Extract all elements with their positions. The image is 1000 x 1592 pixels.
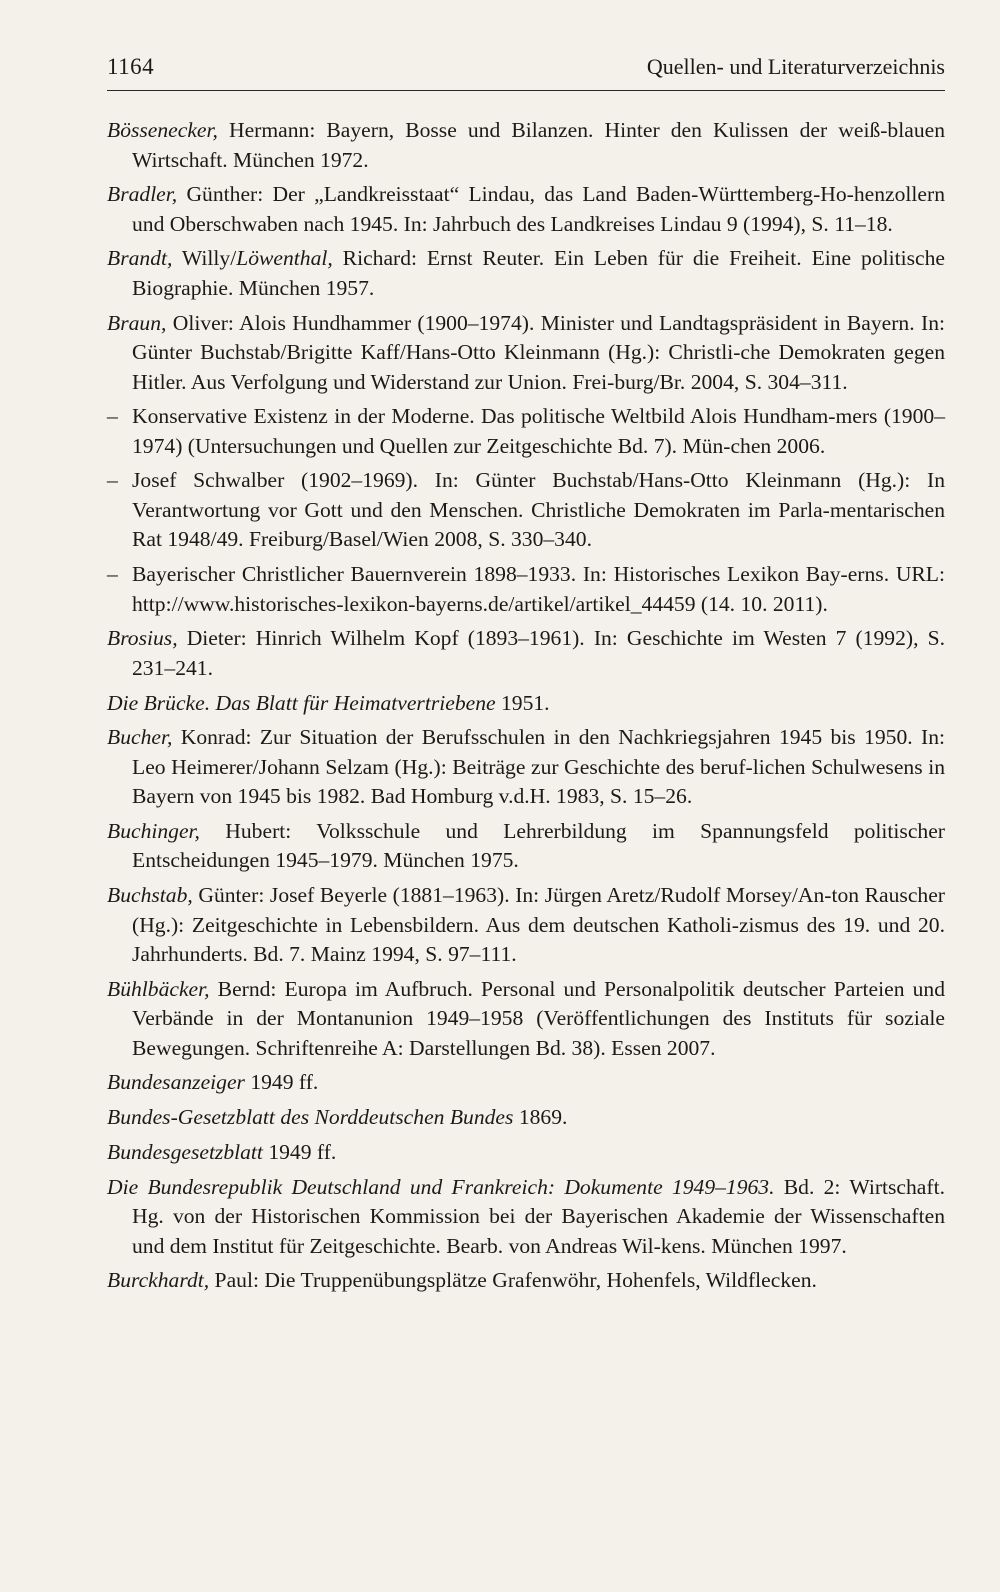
entry-text: Hubert: Volksschule und Lehrerbildung im Spannungsfeld politischer Entscheidungen 1945–1979. München 1975. [132, 818, 945, 873]
entry-dash: – [107, 562, 118, 587]
bibliography-entry [107, 1173, 945, 1262]
entry-text: Willy/ [172, 246, 237, 271]
entry-title: Bundes-Gesetzblatt des Norddeutschen Bundes [107, 1105, 514, 1130]
entry-text: Josef Schwalber (1902–1969). In: Günter Buchstab/Hans-Otto Kleinmann (Hg.): In Verantwortung vor Gott und den Menschen. Christliche Demokraten im Parla-mentarischen Rat 1948/49. Freiburg/Basel/Wien 2008, S. 330–340. [132, 468, 945, 552]
entry-text: Hermann: Bayern, Bosse und Bilanzen. Hinter den Kulissen der weiß-blauen Wirtschaft. München 1972. [132, 118, 945, 172]
bibliography-entry [107, 881, 945, 970]
bibliography-entry [107, 723, 945, 812]
entry-dash: – [107, 468, 118, 493]
bibliography-list [107, 116, 945, 1301]
bibliography-entry-continuation [107, 466, 945, 555]
running-head: Quellen- und Literaturverzeichnis [646, 54, 945, 79]
entry-text: Bd. 2: Wirtschaft. Hg. von der Historischen Kommission bei der Bayerischen Akademie der Wissenschaften und dem Institut für Zeitgeschichte. Bearb. von Andreas Wil-kens. München 1997. [132, 1174, 945, 1258]
entry-text: Oliver: Alois Hundhammer (1900–1974). Minister und Landtagspräsident in Bayern. In: Günter Buchstab/Brigitte Kaff/Hans-Otto Kleinmann (Hg.): Christli-che Demokraten gegen Hitler. Aus Verfolgung und Widerstand zur Union. Frei-burg/Br. 2004, S. 304–311. [132, 310, 945, 394]
entry-text: 1951. [495, 690, 550, 715]
bibliography-entry-continuation [107, 560, 945, 619]
entry-author: Burckhardt, [107, 1268, 210, 1293]
entry-title: Die Brücke. Das Blatt für Heimatvertriebene [107, 690, 496, 715]
entry-text: Bayerischer Christlicher Bauernverein 1898–1933. In: Historisches Lexikon Bay-erns. URL: http://www.historisches-lexikon-bayerns.de/artikel/artikel_44459 (14. 10. 2011). [132, 562, 945, 616]
entry-dash: – [107, 404, 118, 429]
bibliography-entry [107, 689, 945, 719]
entry-author: Löwenthal, [236, 246, 333, 271]
entry-text: 1949 ff. [244, 1070, 319, 1095]
entry-author: Buchinger, [107, 818, 200, 843]
entry-author: Bühlbäcker, [107, 976, 210, 1001]
bibliography-entry [107, 180, 945, 239]
bibliography-entry [107, 1138, 945, 1168]
entry-title: Bundesanzeiger [107, 1070, 245, 1095]
entry-text: Dieter: Hinrich Wilhelm Kopf (1893–1961). In: Geschichte im Westen 7 (1992), S. 231–241. [132, 626, 945, 680]
entry-author: Brosius, [107, 626, 178, 651]
entry-author: Braun, [107, 310, 167, 335]
entry-text: Richard: Ernst Reuter. Ein Leben für die Freiheit. Eine politische Biographie. München 1957. [132, 246, 945, 300]
bibliography-entry [107, 975, 945, 1064]
entry-author: Bradler, [107, 182, 178, 207]
entry-author: Bucher, [107, 725, 173, 750]
page-number: 1164 [107, 54, 155, 79]
entry-text: Konrad: Zur Situation der Berufsschulen in den Nachkriegsjahren 1945 bis 1950. In: Leo Heimerer/Johann Selzam (Hg.): Beiträge zur Geschichte des beruf-lichen Schulwesens in Bayern von 1945 bis 1982. Bad Homburg v.d.H. 1983, S. 15–26. [132, 725, 945, 809]
bibliography-entry [107, 309, 945, 398]
bibliography-entry [107, 116, 945, 175]
entry-text: 1949 ff. [262, 1139, 337, 1164]
bibliography-entry-continuation [107, 402, 945, 461]
bibliography-entry [107, 817, 945, 876]
entry-title: Die Bundesrepublik Deutschland und Frankreich: Dokumente 1949–1963. [107, 1174, 775, 1199]
entry-title: Bundesgesetzblatt [107, 1139, 263, 1164]
bibliography-entry [107, 1266, 945, 1296]
bibliography-entry [107, 624, 945, 683]
entry-text: Günther: Der „Landkreisstaat“ Lindau, das Land Baden-Württemberg-Ho-henzollern und Oberschwaben nach 1945. In: Jahrbuch des Landkreises Lindau 9 (1994), S. 11–18. [132, 182, 945, 236]
bibliography-entry [107, 244, 945, 303]
bibliography-entry [107, 1068, 945, 1098]
entry-text: Bernd: Europa im Aufbruch. Personal und Personalpolitik deutscher Parteien und Verbände in der Montanunion 1949–1958 (Veröffentlichungen des Instituts für soziale Bewegungen. Schriftenreihe A: Darstellungen Bd. 38). Essen 2007. [132, 976, 945, 1060]
entry-author: Buchstab, [107, 883, 193, 908]
entry-author: Brandt, [107, 246, 173, 271]
entry-text: Paul: Die Truppenübungsplätze Grafenwöhr, Hohenfels, Wildflecken. [209, 1268, 817, 1293]
page-header [107, 54, 945, 91]
entry-text: Konservative Existenz in der Moderne. Das politische Weltbild Alois Hundham-mers (1900–1974) (Untersuchungen und Quellen zur Zeitgeschichte Bd. 7). Mün-chen 2006. [132, 404, 945, 458]
entry-text: Günter: Josef Beyerle (1881–1963). In: Jürgen Aretz/Rudolf Morsey/An-ton Rauscher (Hg.): Zeitgeschichte in Lebensbildern. Aus dem deutschen Katholi-zismus des 19. und 20. Jahrhunderts. Bd. 7. Mainz 1994, S. 97–111. [132, 883, 945, 967]
entry-text: 1869. [513, 1105, 568, 1130]
bibliography-entry [107, 1103, 945, 1133]
entry-author: Bössenecker, [107, 118, 218, 142]
